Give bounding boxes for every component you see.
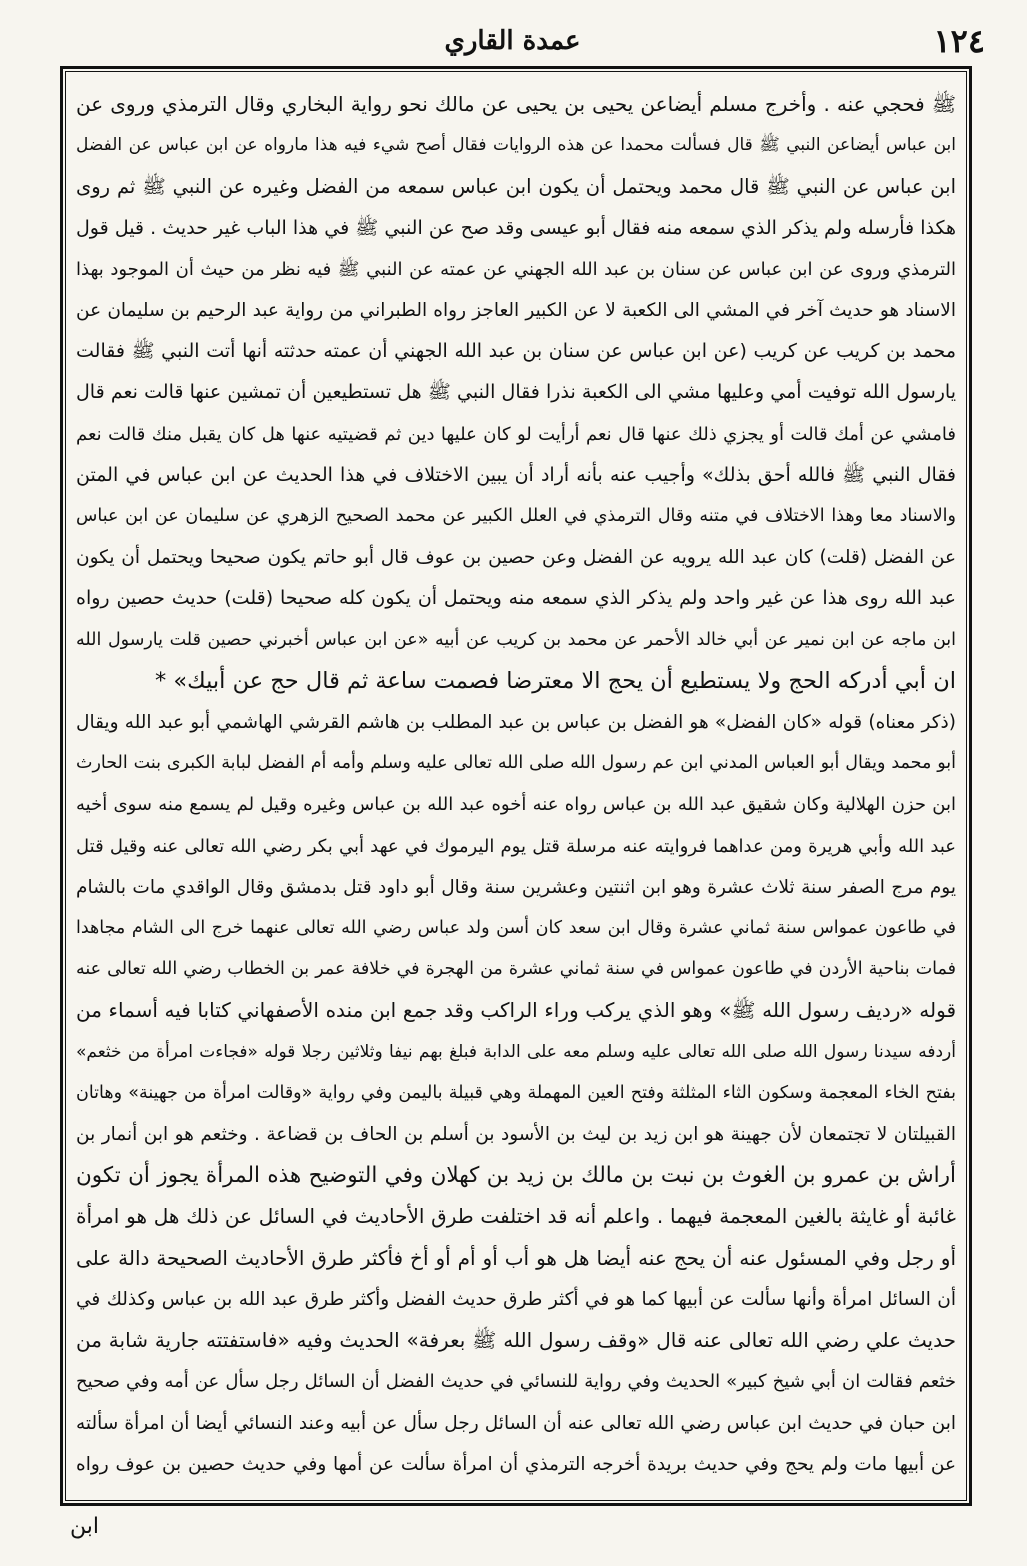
text-line: ابن عباس عن النبي ﷺ قال محمد ويحتمل أن يكون ابن عباس سمعه من الفضل وغيره عن النبي ﷺ ثم روى — [76, 175, 956, 199]
text-line: محمد بن كريب عن كريب (عن ابن عباس عن سنان بن عبد الله الجهني أن عمته حدثته أنها أتت النبي ﷺ فقالت — [76, 340, 956, 363]
text-line: عن الفضل (قلت) كان عبد الله يرويه عن الفضل وعن حصين بن عوف قال أبو حاتم يكون صحيحا ويحتمل أن يكون — [76, 547, 956, 569]
text-line: عبد الله وأبي هريرة ومن عداهما فروايته عنه مرسلة قتل يوم اليرموك في عهد أبي بكر رضي الله تعالى عنه وقيل قتل — [76, 835, 956, 857]
text-line: ﷺ فحجي عنه . وأخرج مسلم أيضاعن يحيى بن يحيى عن مالك نحو رواية البخاري وقال الترمذي وروى عن — [76, 92, 956, 116]
text-line: عبد الله روى هذا عن غير واحد ولم يذكر الذي سمعه منه ويحتمل أن يكون كله صحيحا (قلت) حديث حصين رواه — [76, 587, 956, 610]
text-line: حديث علي رضي الله تعالى عنه قال «وقف رسول الله ﷺ بعرفة» الحديث وفيه «فاستفتته جارية شابة من — [76, 1328, 956, 1353]
text-line: القبيلتان لا تجتمعان لأن جهينة هو ابن زيد بن ليث بن الأسود بن أسلم بن الحاف بن قضاعة . وخثعم هو ابن أنمار بن — [76, 1124, 956, 1146]
running-title: عمدة القاري — [444, 26, 581, 56]
text-line: فامشي عن أمك قالت أو يجزي ذلك عنها قال نعم أرأيت لو كان عليها دين ثم قضيتيه عنها هل كان يقبل منك قالت نعم — [76, 423, 956, 445]
text-line: فمات بناحية الأردن في طاعون عمواس في سنة ثماني عشرة من الهجرة في خلافة عمر بن الخطاب رضي الله تعالى عنه — [76, 959, 956, 980]
text-line: ابن ماجه عن ابن نمير عن أبي خالد الأحمر عن محمد بن كريب عن أبيه «عن ابن عباس أخبرني حصين قلت يارسول الله — [76, 629, 956, 650]
text-body — [76, 84, 956, 1494]
text-line: يوم مرج الصفر سنة ثلاث عشرة وهو ابن اثنتين وعشرين سنة وقال أبو داود قتل بدمشق وقال الواقدي مات بالشام — [76, 876, 956, 898]
text-line: أبو محمد ويقال أبو العباس المدني ابن عم رسول الله صلى الله تعالى عليه وسلم وأمه أم الفضل لبابة الكبرى بنت الحارث — [76, 753, 956, 774]
text-line: ابن عباس أيضاعن النبي ﷺ قال فسألت محمدا عن هذه الروايات فقال أصح شيء فيه هذا مارواه عن ابن عباس عن الفضل — [76, 135, 956, 156]
text-line: أن السائل امرأة وأنها سألت عن أبيها كما هو في أكثر طرق حديث الفضل وأكثر طرق عبد الله بن عباس وكذلك في — [76, 1288, 956, 1310]
catchword: ابن — [70, 1514, 99, 1539]
text-line: أراش بن عمرو بن الغوث بن نبت بن مالك بن زيد بن كهلان وفي التوضيح هذه المرأة يجوز أن تكون — [76, 1163, 956, 1189]
text-line: والاسناد معا وهذا الاختلاف في متنه وقال الترمذي في العلل الكبير عن محمد الصحيح الزهري عن سليمان عن ابن عباس — [76, 506, 956, 527]
text-line: (ذكر معناه) قوله «كان الفضل» هو الفضل بن عباس بن عبد المطلب بن هاشم القرشي الهاشمي أبو عبد الله ويقال — [76, 712, 956, 734]
text-line: أو رجل وفي المسئول عنه أن يحج عنه أيضا هل هو أب أو أم أو أخ فأكثر طرق الأحاديث الصحيحة دالة على — [76, 1245, 956, 1270]
page-number: ١٢٤ — [933, 22, 985, 60]
page-header — [40, 22, 985, 66]
text-line: في طاعون عمواس سنة ثماني عشرة وقال ابن سعد كان أسن ولد عباس رضي الله تعالى عنهما خرج الى الشام مجاهدا — [76, 918, 956, 939]
text-line: ابن حزن الهلالية وكان شقيق عبد الله بن عباس رواه عنه أخوه عبد الله بن عباس وغيره وقيل لم يسمع منه سوى أخيه — [76, 794, 956, 816]
text-line: قوله «رديف رسول الله ﷺ» وهو الذي يركب وراء الراكب وقد جمع ابن منده الأصفهاني كتابا فيه أسماء من — [76, 998, 956, 1023]
text-line: ان أبي أدركه الحج ولا يستطيع أن يحج الا معترضا فصمت ساعة ثم قال حج عن أبيك» * — [154, 667, 956, 694]
text-line: يارسول الله توفيت أمي وعليها مشي الى الكعبة نذرا فقال النبي ﷺ هل تستطيعين أن تمشين عنها قالت نعم قال — [76, 381, 956, 404]
text-line: بفتح الخاء المعجمة وسكون الثاء المثلثة وفتح العين المهملة وهي قبيلة باليمن وفي رواية «وقالت امرأة من جهينة» وهاتان — [76, 1082, 956, 1103]
text-line: ابن حبان في حديث ابن عباس رضي الله تعالى عنه أن السائل رجل سأل عن أبيه وعند النسائي أيضا أن امرأة سألته — [76, 1412, 956, 1434]
text-line: أردفه سيدنا رسول الله صلى الله تعالى عليه وسلم معه على الدابة فبلغ بهم نيفا وثلاثين رجلا قوله «فجاءت امرأة من خثعم» — [76, 1041, 956, 1062]
text-line: الاسناد هو حديث آخر في المشي الى الكعبة لا عن الكبير العاجز رواه الطبراني من رواية عبد الرحيم بن سليمان عن — [76, 300, 956, 322]
text-line: هكذا فأرسله ولم يذكر الذي سمعه منه فقال أبو عيسى وقد صح عن النبي ﷺ في هذا الباب غير حديث . قيل قول — [76, 216, 956, 239]
text-line: الترمذي وروى عن ابن عباس عن سنان بن عبد الله الجهني عن عمته عن النبي ﷺ فيه نظر من حيث أن الموجود بهذا — [76, 258, 956, 280]
text-line: غائبة أو غايثة بالغين المعجمة فيهما . واعلم أنه قد اختلفت طرق الأحاديث في السائل عن ذلك هل هو امرأة — [76, 1204, 956, 1229]
text-line: فقال النبي ﷺ فالله أحق بذلك» وأجيب عنه بأنه أراد أن يبين الاختلاف في هذا الحديث عن ابن عباس في المتن — [76, 463, 956, 486]
text-line: خثعم فقالت ان أبي شيخ كبير» الحديث وفي رواية للنسائي في حديث الفضل أن السائل رجل سأل عن أمه وفي صحيح — [76, 1371, 956, 1393]
text-line: عن أبيها مات ولم يحج وفي حديث بريدة أخرجه الترمذي أن امرأة سألت عن أمها وفي حديث حصين بن عوف رواه — [76, 1453, 956, 1475]
